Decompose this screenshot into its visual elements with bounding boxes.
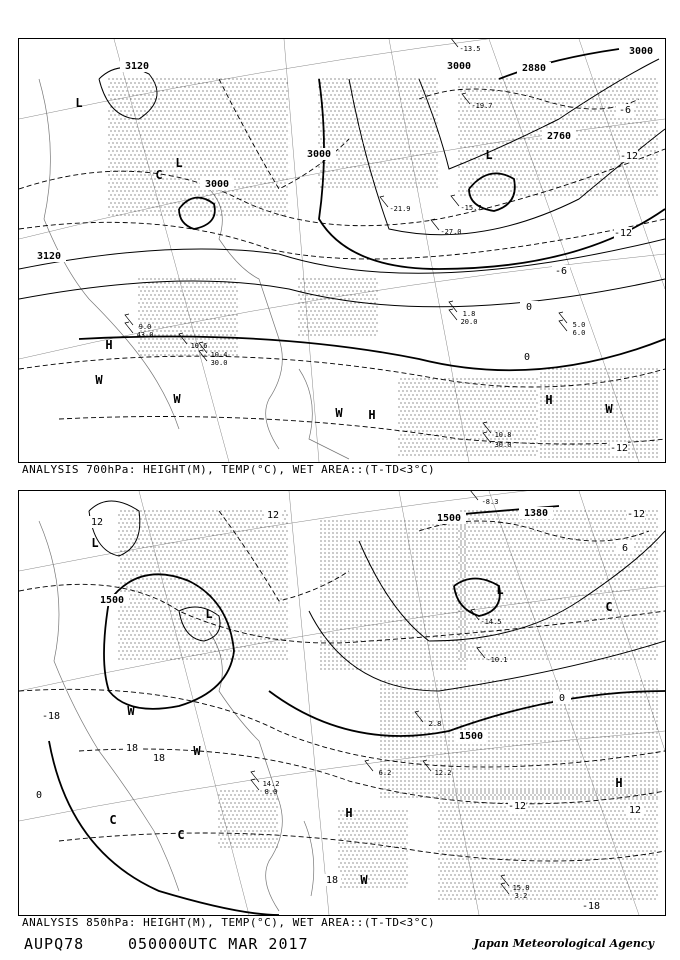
height-label: 1500	[458, 731, 484, 742]
caption-850hpa: ANALYSIS 850hPa: HEIGHT(M), TEMP(°C), WET AREA::(T-TD<3°C)	[22, 916, 436, 929]
station-value: -27.0	[440, 228, 462, 236]
pressure-center-l: L	[485, 148, 493, 162]
wind-barb	[559, 312, 567, 323]
wind-barb	[501, 875, 509, 886]
wet-area	[398, 378, 537, 455]
pressure-center-w: W	[360, 873, 368, 887]
temp-label: 18	[125, 743, 139, 754]
wet-area	[320, 520, 465, 669]
wet-area	[218, 790, 277, 847]
station-value: 6.0	[572, 329, 586, 337]
height-label: 2880	[521, 63, 547, 74]
station-value: 5.0	[572, 321, 586, 329]
wet-area	[338, 810, 407, 887]
height-label: 1500	[436, 513, 462, 524]
station-value: 14.2	[262, 780, 280, 788]
chart-code: AUPQ78	[24, 935, 85, 953]
station-value: 20.0	[460, 318, 478, 326]
isotherm	[19, 356, 665, 387]
station-value: -15.7	[460, 204, 482, 212]
isotherm	[59, 833, 665, 861]
height-contour	[99, 68, 157, 119]
temp-label: 0	[35, 790, 43, 801]
graticule	[19, 39, 665, 462]
pressure-center-c: C	[155, 168, 163, 182]
station-value: -19.7	[471, 102, 493, 110]
pressure-center-h: H	[368, 408, 376, 422]
map-850hpa-svg	[19, 491, 665, 915]
valid-time: 050000UTC MAR 2017	[128, 935, 309, 953]
height-label: 3000	[306, 149, 332, 160]
height-label: 1380	[523, 508, 549, 519]
height-label: 1500	[99, 595, 125, 606]
wet-area	[298, 278, 377, 335]
agency-name: Japan Meteorological Agency	[473, 937, 654, 950]
wet-area	[138, 278, 237, 355]
height-contour	[79, 337, 665, 371]
caption-700hpa: ANALYSIS 700hPa: HEIGHT(M), TEMP(°C), WET AREA::(T-TD<3°C)	[22, 463, 436, 476]
station-value: 43.0	[136, 331, 154, 339]
station-value: 2.8	[428, 720, 442, 728]
coastline	[304, 821, 314, 896]
height-label: 2760	[546, 131, 572, 142]
temp-label: 0	[558, 693, 566, 704]
temp-label: 6	[621, 543, 629, 554]
temp-label: 12	[266, 510, 280, 521]
height-contour	[179, 607, 220, 641]
station-value: 3.2	[514, 892, 528, 900]
temp-label: 0	[523, 352, 531, 363]
station-value: -13.5	[459, 45, 481, 53]
station-value: 9.0	[138, 323, 152, 331]
height-contour	[179, 198, 215, 229]
map-700hpa-svg	[19, 39, 665, 462]
pressure-center-l: L	[205, 607, 213, 621]
wind-barb	[477, 647, 485, 658]
temp-label: -12	[507, 801, 527, 812]
wet-area	[438, 790, 657, 899]
coastline	[209, 189, 282, 449]
wind-barb	[431, 219, 439, 230]
coastline	[39, 521, 179, 891]
station-value: 30.0	[210, 359, 228, 367]
isotherm	[19, 149, 665, 226]
pressure-center-l: L	[175, 156, 183, 170]
temp-label: -12	[609, 443, 629, 454]
temp-label: -12	[626, 509, 646, 520]
station-value: 1.8	[462, 310, 476, 318]
pressure-center-h: H	[615, 776, 623, 790]
station-value: 10.8	[494, 431, 512, 439]
temp-label: 18	[325, 875, 339, 886]
height-contour	[269, 691, 665, 736]
station-value: 30.0	[494, 441, 512, 449]
isotherm	[59, 417, 665, 445]
pressure-center-c: C	[109, 813, 117, 827]
wind-barb	[451, 195, 459, 206]
station-value: -14.5	[480, 618, 502, 626]
temp-label: 12	[628, 805, 642, 816]
pressure-center-c: C	[177, 828, 185, 842]
station-value: -10.1	[486, 656, 508, 664]
temp-label: -12	[613, 228, 633, 239]
wet-area	[458, 510, 657, 659]
isotherm	[219, 511, 349, 601]
station-value: 8.0	[264, 788, 278, 796]
temp-label: -12	[619, 151, 639, 162]
pressure-center-w: W	[95, 373, 103, 387]
station-value: 10.4	[210, 351, 228, 359]
map-panel-700hpa	[18, 38, 666, 463]
pressure-center-w: W	[335, 406, 343, 420]
height-label: 3000	[204, 179, 230, 190]
pressure-center-l: L	[496, 583, 504, 597]
station-value: 12.2	[434, 769, 452, 777]
station-value: 15.8	[512, 884, 530, 892]
station-value: -21.9	[389, 205, 411, 213]
pressure-center-w: W	[173, 392, 181, 406]
height-contour	[49, 741, 279, 915]
temp-label: -18	[41, 711, 61, 722]
coastline	[209, 631, 282, 911]
temp-label: -18	[581, 901, 601, 912]
pressure-center-h: H	[345, 806, 353, 820]
temp-label: -6	[554, 266, 568, 277]
pressure-center-l: L	[91, 536, 99, 550]
pressure-center-w: W	[193, 744, 201, 758]
wind-barb	[423, 760, 431, 771]
temp-label: -6	[618, 105, 632, 116]
wind-barb	[251, 771, 259, 782]
height-label: 3120	[124, 61, 150, 72]
pressure-center-l: L	[75, 96, 83, 110]
height-label: 3120	[36, 251, 62, 262]
station-value: 10.6	[190, 342, 208, 350]
wind-barb	[365, 760, 373, 771]
height-contour	[19, 279, 665, 307]
wind-barb	[470, 491, 478, 500]
pressure-center-w: W	[127, 704, 135, 718]
temp-label: 18	[152, 753, 166, 764]
temp-label: 12	[90, 517, 104, 528]
wind-barb	[415, 711, 423, 722]
isotherm	[219, 79, 349, 189]
wet-area	[318, 78, 437, 187]
pressure-center-c: C	[605, 600, 613, 614]
height-label: 3000	[628, 46, 654, 57]
height-label: 3000	[446, 61, 472, 72]
station-value: 6.2	[378, 769, 392, 777]
wet-area	[108, 78, 287, 215]
pressure-center-h: H	[545, 393, 553, 407]
temp-label: 0	[525, 302, 533, 313]
pressure-center-h: H	[105, 338, 113, 352]
wind-barb	[125, 314, 133, 325]
pressure-center-w: W	[605, 402, 613, 416]
map-panel-850hpa	[18, 490, 666, 916]
station-value: -8.3	[481, 498, 499, 506]
